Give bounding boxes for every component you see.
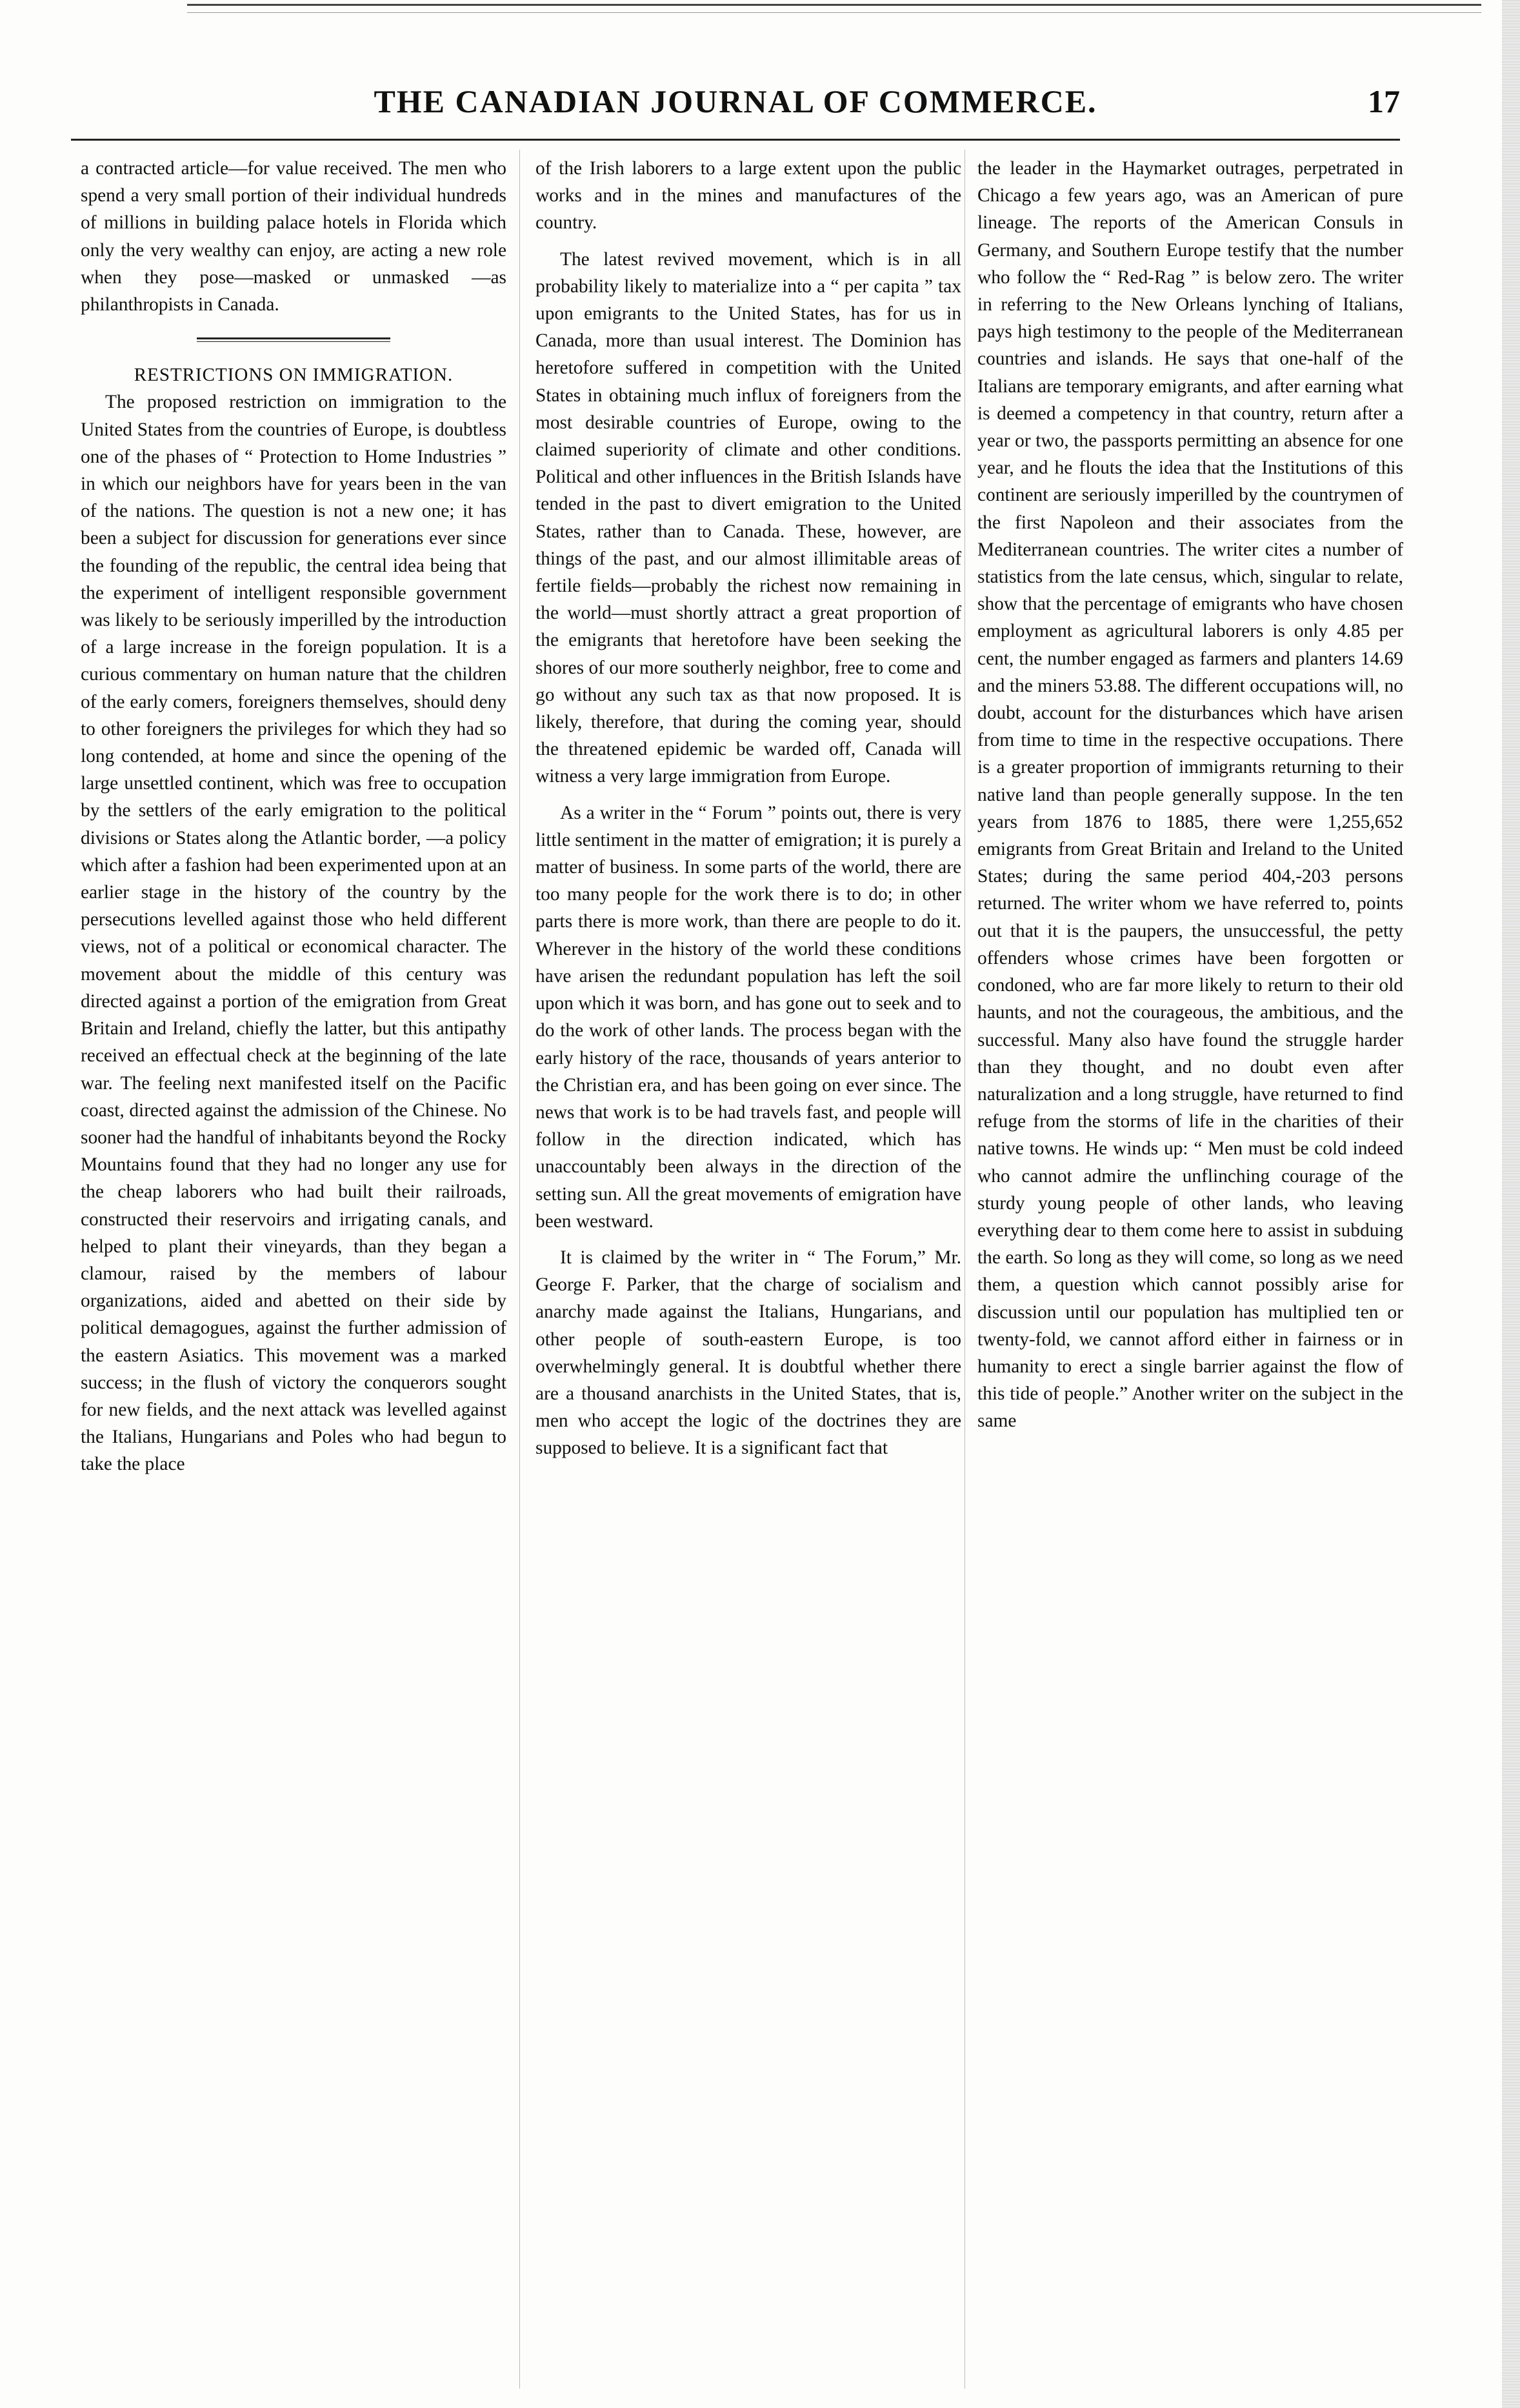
page-edge-texture <box>1502 0 1520 2408</box>
column2-paragraph-4: It is claimed by the writer in “ The Forum,” Mr. George F. Parker, that the charge of socialism and anarchy made against the Italians, Hungarians, and other people of south-eastern Europe, is too overwhelmingly general. It is doubtful whether there are a thousand anarchists in the United States, that is, men who accept the logic of the doctrines they are supposed to believe. It is a significant fact that <box>535 1247 961 1459</box>
column-1 <box>81 155 506 1478</box>
section-heading: RESTRICTIONS ON IMMIGRATION. <box>134 365 454 386</box>
page-number: 17 <box>1368 83 1400 119</box>
column1-paragraph-1: a contracted article—for value received. The men who spend a very small portion of their individual hundreds of millions in building palace hotels in Florida which only the very wealthy can enjoy, are acting a new role when they pose—masked or unmasked —as philanthropists in Canada. <box>81 158 506 316</box>
column-2 <box>535 155 961 1462</box>
column2-paragraph-3: As a writer in the “ Forum ” points out, there is very little sentiment in the matter of emigration; it is purely a matter of business. In some parts of the world, there are too many people for the work there is to do; in other parts there is more work, than there are people to do it. Wherever in the history of the world these conditions have arisen the redundant population has left the soil upon which it was born, and has gone out to seek and to do the work of other lands. The process began with the early history of the race, thousands of years anterior to the Christian era, and has been going on ever since. The news that work is to be had travels fast, and people will follow in the direction indicated, which has unaccountably been always in the direction of the setting sun. All the great movements of emigration have been westward. <box>535 802 961 1232</box>
column2-paragraph-1: of the Irish laborers to a large extent upon the public works and in the mines and manufactures of the country. <box>535 158 961 234</box>
top-border-rule <box>187 4 1481 13</box>
column-divider-1 <box>519 150 520 2389</box>
column1-paragraph-2: The proposed restriction on immigration to the United States from the countries of Europe, is doubtless one of the phases of “ Protection to Home Industries ” in which our neighbors have for years been in the van of the nations. The question is not a new one; it has been a subject for discussion for generations ever since the founding of the republic, the central idea being that the experiment of intelligent responsible government was likely to be seriously imperilled by the introduction of a large increase in the foreign population. It is a curious commentary on human nature that the children of the early comers, foreigners themselves, should deny to other foreigners the privileges for which they had so long contended, at home and since the opening of the large unsettled continent, which was free to occupation by the settlers of the early emigration to the political divisions or States along the Atlantic border, —a policy which after a fashion had been experimented upon at an earlier stage in the history of the country by the persecutions levelled against those who held different views, not of a political or economical character. The movement about the middle of this century was directed against a portion of the emigration from Great Britain and Ireland, chiefly the latter, but this antipathy received an effectual check at the beginning of the late war. The feeling next manifested itself on the Pacific coast, directed against the admission of the Chinese. No sooner had the handful of inhabitants beyond the Rocky Mountains found that they had no longer any use for the cheap laborers who had built their railroads, constructed their reservoirs and irrigating canals, and helped to plant their vineyards, than they began a clamour, raised by the members of labour organizations, aided and abetted on their side by political demagogues, against the further admission of the eastern Asiatics. This movement was a marked success; in the flush of victory the conquerors sought for new fields, and the next attack was levelled against the Italians, Hungarians and Poles who had begun to take the place <box>81 392 506 1475</box>
column-3 <box>977 155 1403 1435</box>
journal-title: THE CANADIAN JOURNAL OF COMMERCE. <box>374 83 1097 119</box>
column3-paragraph-1: the leader in the Haymarket outrages, perpetrated in Chicago a few years ago, was an American of pure lineage. The reports of the American Consuls in Germany, and Southern Europe testify that the number who follow the “ Red-Rag ” is below zero. The writer in referring to the New Orleans lynching of Italians, pays high testimony to the people of the Mediterranean countries and islands. He says that one-half of the Italians are temporary emigrants, and after earning what is deemed a competency in that country, return after a year or two, the passports permitting an absence for one year, and he flouts the idea that the Institutions of this continent are seriously imperilled by the countrymen of the first Napoleon and their associates from the Mediterranean countries. The writer cites a number of statistics from the late census, which, singular to relate, show that the percentage of emigrants who have chosen employment as agricultural laborers is only 4.85 per cent, the number engaged as farmers and planters 14.69 and the miners 53.88. The different occupations will, no doubt, account for the disturbances which have arisen from time to time in the respective occupations. There is a greater proportion of immigrants returning to their native land than people generally suppose. In the ten years from 1876 to 1885, there were 1,255,652 emigrants from Great Britain and Ireland to the United States; during the same period 404,-203 persons returned. The writer whom we have referred to, points out that it is the paupers, the unsuccessful, the petty offenders whose crimes have been forgotten or condoned, who are far more likely to return to their old haunts, and not the courageous, the ambitious, and the successful. Many also have found the struggle harder than they thought, and no doubt even after naturalization and a long struggle, have returned to find refuge from the storms of life in the charities of their native towns. He winds up: “ Men must be cold indeed who cannot admire the unflinching courage of the sturdy young people of other lands, who leaving everything dear to them come here to assist in subduing the earth. So long as they will come, so long as we need them, a question which cannot possibly arise for discussion until our population has multiplied ten or twenty-fold, we cannot afford either in fairness or in humanity to erect a single barrier against the flow of this tide of people.” Another writer on the subject in the same <box>977 158 1403 1432</box>
page-header <box>71 83 1400 134</box>
header-rule <box>71 139 1400 141</box>
column2-paragraph-2: The latest revived movement, which is in all probability likely to materialize into a “ per capita ” tax upon emigrants to the United States, has for us in Canada, more than usual interest. The Dominion has heretofore suffered in competition with the United States in obtaining much influx of foreigners from the most desirable countries of Europe, owing to the claimed superiority of climate and other conditions. Political and other influences in the British Islands have tended in the past to divert emigration to the United States, rather than to Canada. These, however, are things of the past, and our almost illimitable areas of fertile fields—probably the richest now remaining in the world—must shortly attract a great proportion of the emigrants that heretofore have been seeking the shores of our more southerly neighbor, free to come and go without any such tax as that now proposed. It is likely, therefore, that during the coming year, should the threatened epidemic be warded off, Canada will witness a very large immigration from Europe. <box>535 248 961 787</box>
section-separator <box>197 337 390 342</box>
